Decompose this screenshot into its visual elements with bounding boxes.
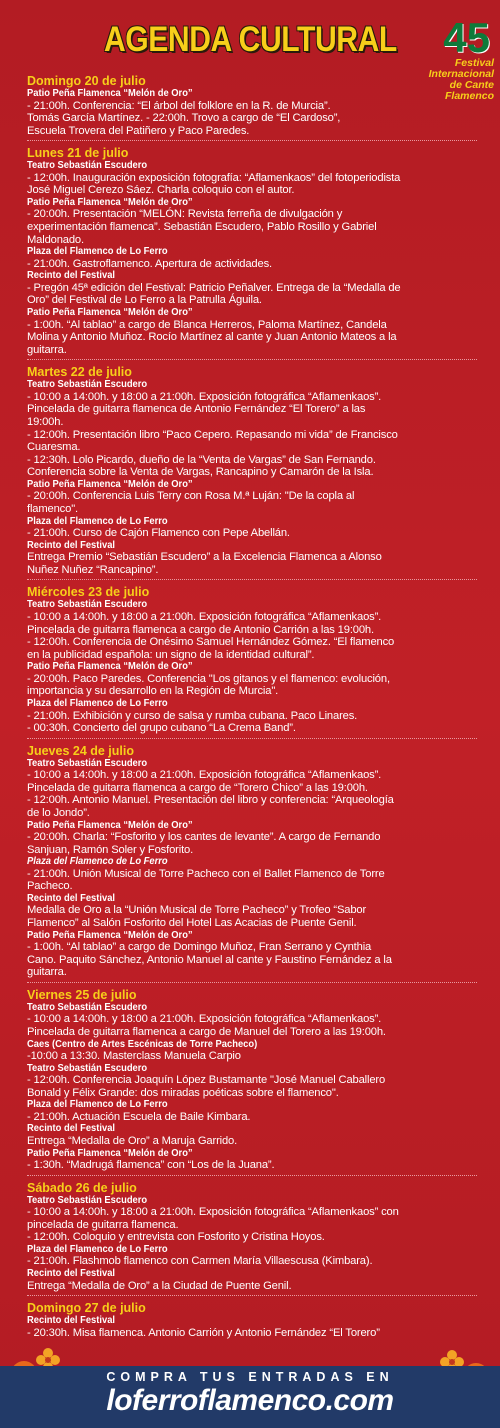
event-line: - Pregón 45ª edición del Festival: Patricio Peñalver. Entrega de la “Medalla de (27, 281, 401, 294)
footer-url-link[interactable]: loferroflamenco.com (106, 1384, 394, 1417)
festival-line: Internacional (428, 68, 494, 80)
day-divider (27, 359, 477, 360)
venue-heading: Recinto del Festival (27, 270, 116, 282)
venue-heading: Teatro Sebastián Escudero (27, 160, 148, 172)
event-line: - 20:00h. Charla: “Fosforito y los cantes de levante”. A cargo de Fernando (27, 831, 381, 844)
event-line: - 1:00h. “Al tablao” a cargo de Blanca Herreros, Paloma Martínez, Candela (27, 318, 387, 331)
day-heading: Miércoles 23 de julio (27, 585, 150, 600)
page-title: AGENDA CULTURAL (104, 20, 397, 59)
day-heading: Domingo 27 de julio (27, 1301, 146, 1316)
event-line: Pincelada de guitarra flamenca de Antonio Fernández “El Torero” a las (27, 403, 366, 416)
venue-heading: Patio Peña Flamenca “Melón de Oro” (27, 661, 193, 673)
event-line: Pincelada de guitarra flamenca a cargo de Antonio Carrión a las 19:00h. (27, 623, 374, 636)
day-divider (27, 738, 477, 739)
day-heading: Martes 22 de julio (27, 365, 132, 380)
venue-heading: Patio Peña Flamenca “Melón de Oro” (27, 88, 193, 99)
event-line: Conferencia sobre la Venta de Vargas, Rancapino y Camarón de la Isla. (27, 466, 374, 479)
venue-heading: Plaza del Flamenco de Lo Ferro (27, 1099, 168, 1111)
event-line: - 21:00h. Conferencia: “El árbol del folklore en la R. de Murcia”. (27, 99, 331, 112)
venue-heading: Teatro Sebastián Escudero (27, 1062, 148, 1074)
event-line: - 12:00h. Conferencia Joaquín López Bustamante "José Manuel Caballero (27, 1074, 386, 1087)
day-heading: Viernes 25 de julio (27, 987, 137, 1002)
venue-heading: Teatro Sebastián Escudero (27, 599, 148, 611)
event-line: - 21:00h. Flashmob flamenco con Carmen María Villaescusa (Kimbara). (27, 1255, 373, 1268)
venue-heading: Recinto del Festival (27, 892, 116, 904)
festival-line: Festival (454, 57, 494, 69)
venue-heading: Patio Peña Flamenca “Melón de Oro” (27, 929, 193, 941)
event-line: - 12:30h. Lolo Picardo, dueño de la “Venta de Vargas” de San Fernando. (27, 453, 376, 466)
venue-heading: Caes (Centro de Artes Escénicas de Torre Pacheco) (27, 1038, 258, 1050)
venue-heading: Recinto del Festival (27, 1268, 116, 1280)
venue-heading: Teatro Sebastián Escudero (27, 1194, 148, 1206)
venue-heading: Plaza del Flamenco de Lo Ferro (27, 698, 168, 709)
venue-heading: Patio Peña Flamenca “Melón de Oro” (27, 819, 193, 831)
event-line: - 1:30h. “Madrugá flamenca” con “Los de la Juana”. (27, 1159, 275, 1172)
day-heading: Lunes 21 de julio (27, 146, 129, 161)
event-line: - 20:30h. Misa flamenca. Antonio Carrión y Antonio Fernández “El Torero” (27, 1326, 380, 1339)
venue-heading: Patio Peña Flamenca “Melón de Oro” (27, 1147, 193, 1159)
day-divider (27, 1175, 477, 1176)
event-line: Entrega “Medalla de Oro” a la Ciudad de Puente Genil. (27, 1279, 292, 1292)
venue-heading: Recinto del Festival (27, 539, 116, 551)
event-line: - 20:00h. Presentación “MELÓN: Revista ferreña de divulgación y (27, 208, 343, 221)
day-divider (27, 1295, 477, 1296)
event-line: de lo Jondo”. (27, 806, 90, 819)
event-line: - 20:00h. Conferencia Luis Terry con Rosa M.ª Luján: "De la copla al (27, 490, 355, 503)
event-line: - 21:00h. Curso de Cajón Flamenco con Pepe Abellán. (27, 527, 290, 540)
venue-heading: Plaza del Flamenco de Lo Ferro (27, 856, 168, 868)
event-line: - 12:00h. Conferencia de Onésimo Samuel Hernández Gómez. “El flamenco (27, 636, 395, 649)
event-line: - 10:00 a 14:00h. y 18:00 a 21:00h. Exposición fotográfica “Aflamenkaos” con (27, 1206, 399, 1219)
event-line: - 10:00 a 14:00h. y 18:00 a 21:00h. Exposición fotográfica “Aflamenkaos”. (27, 1013, 382, 1026)
festival-number: 45 (443, 14, 490, 61)
event-line: importancia y su desarrollo en la Región de Murcia". (27, 685, 279, 698)
event-line: Cuaresma. (27, 441, 81, 454)
event-line: - 21:00h. Gastroflamenco. Apertura de actividades. (27, 257, 272, 270)
event-line: Medalla de Oro a la “Unión Musical de Torre Pacheco” y Trofeo “Sabor (27, 904, 367, 917)
event-line: Pincelada de guitarra flamenca a cargo de Manuel del Torero a las 19:00h. (27, 1026, 386, 1038)
day-heading: Sábado 26 de julio (27, 1180, 137, 1195)
event-line: guitarra. (27, 343, 67, 356)
agenda-list (27, 74, 477, 1339)
event-line: - 10:00 a 14:00h. y 18:00 a 21:00h. Exposición fotográfica “Aflamenkaos”. (27, 769, 382, 782)
event-line: Pacheco. (27, 880, 73, 893)
event-line: Flamenco” al Salón Fosforito del Hotel Las Acacias de Puente Genil. (27, 917, 357, 930)
venue-heading: Recinto del Festival (27, 1123, 116, 1135)
event-line: José Miguel Cerezo Sáez. Charla coloquio con el autor. (27, 184, 295, 197)
event-line: Entrega Premio “Sebastián Escudero” a la Excelencia Flamenca a Alonso (27, 551, 382, 564)
event-line: - 20:00h. Paco Paredes. Conferencia "Los gitanos y el flamenco: evolución, (27, 672, 390, 685)
footer-banner (0, 1366, 500, 1428)
event-line: - 21:00h. Actuación Escuela de Baile Kimbara. (27, 1110, 251, 1123)
venue-heading: Teatro Sebastián Escudero (27, 1001, 148, 1013)
day-divider (27, 140, 477, 141)
event-line: Pincelada de guitarra flamenca a cargo de “Torero Chico” a las 19:00h. (27, 781, 368, 794)
venue-heading: Patio Peña Flamenca “Melón de Oro” (27, 196, 193, 208)
day-heading: Domingo 20 de julio (27, 74, 146, 88)
event-line: Oro” del Festival de Lo Ferro a la Patrulla Águila. (27, 294, 262, 307)
footer-tagline: COMPRA TUS ENTRADAS EN (106, 1370, 394, 1384)
event-line: - 12:00h. Coloquio y entrevista con Fosforito y Cristina Hoyos. (27, 1231, 325, 1244)
venue-heading: Patio Peña Flamenca “Melón de Oro” (27, 478, 193, 490)
event-line: experimentación flamenca”. Sebastián Escudero, Pablo Rosillo y Gabriel (27, 221, 377, 234)
day-divider (27, 982, 477, 983)
event-line: Molina y Antonio Muñoz. Rocío Martínez al cante y Juan Antonio Mateos a la (27, 331, 397, 344)
venue-heading: Teatro Sebastián Escudero (27, 379, 148, 391)
event-line: pincelada de guitarra flamenca. (27, 1218, 179, 1231)
event-line: Maldonado. (27, 233, 84, 246)
event-line: 19:00h. (27, 416, 64, 428)
event-line: Sanjuan, Ramón Soler y Fosforito. (27, 843, 194, 856)
event-line: - 12:00h. Antonio Manuel. Presentación del libro y conferencia: “Arqueología (27, 794, 394, 807)
event-line: en la publicidad española: un signo de la identidad cultural”. (27, 648, 315, 661)
venue-heading: Teatro Sebastián Escudero (27, 757, 148, 769)
festival-line: de Cante (449, 79, 494, 91)
event-line: - 21:00h. Exhibición y curso de salsa y rumba cubana. Paco Linares. (27, 709, 358, 722)
event-line: - 12:00h. Presentación libro “Paco Cepero. Repasando mi vida” de Francisco (27, 428, 398, 441)
venue-heading: Plaza del Flamenco de Lo Ferro (27, 1243, 168, 1255)
event-line: guitarra. (27, 966, 67, 979)
event-line: Escuela Trovera del Patiñero y Paco Paredes. (27, 124, 250, 137)
event-line: - 00:30h. Concierto del grupo cubano “La Crema Band”. (27, 722, 296, 735)
event-line: Nuñez Nuñez “Rancapino”. (27, 563, 159, 576)
event-line: - 12:00h. Inauguración exposición fotografía: “Aflamenkaos” del fotoperiodista (27, 171, 401, 184)
event-line: Bonald y Félix Grande: dos miradas poéticas sobre el flamenco". (27, 1086, 339, 1099)
venue-heading: Plaza del Flamenco de Lo Ferro (27, 246, 168, 258)
day-divider (27, 579, 477, 580)
venue-heading: Plaza del Flamenco de Lo Ferro (27, 515, 168, 527)
event-line: - 1:00h. “Al tablao” a cargo de Domingo Muñoz, Fran Serrano y Cynthia (27, 941, 372, 954)
venue-heading: Recinto del Festival (27, 1315, 116, 1327)
day-heading: Jueves 24 de julio (27, 743, 134, 758)
festival-line: Flamenco (444, 90, 494, 102)
event-line: - 21:00h. Unión Musical de Torre Pacheco con el Ballet Flamenco de Torre (27, 867, 385, 880)
event-line: flamenco". (27, 503, 78, 516)
event-line: Cano. Paquito Sánchez, Antonio Manuel al cante y Faustino Fernández a la (27, 953, 392, 966)
event-line: - 10:00 a 14:00h. y 18:00 a 21:00h. Exposición fotográfica “Aflamenkaos”. (27, 610, 382, 623)
event-line: Entrega “Medalla de Oro” a Maruja Garrido. (27, 1134, 238, 1147)
event-line: Tomás García Martínez. - 22:00h. Trovo a cargo de “El Cardoso”, (27, 112, 341, 125)
event-line: - 10:00 a 14:00h. y 18:00 a 21:00h. Exposición fotográfica “Aflamenkaos”. (27, 390, 382, 403)
event-line: -10:00 a 13:30. Masterclass Manuela Carpio (27, 1050, 241, 1063)
venue-heading: Patio Peña Flamenca “Melón de Oro” (27, 307, 193, 319)
